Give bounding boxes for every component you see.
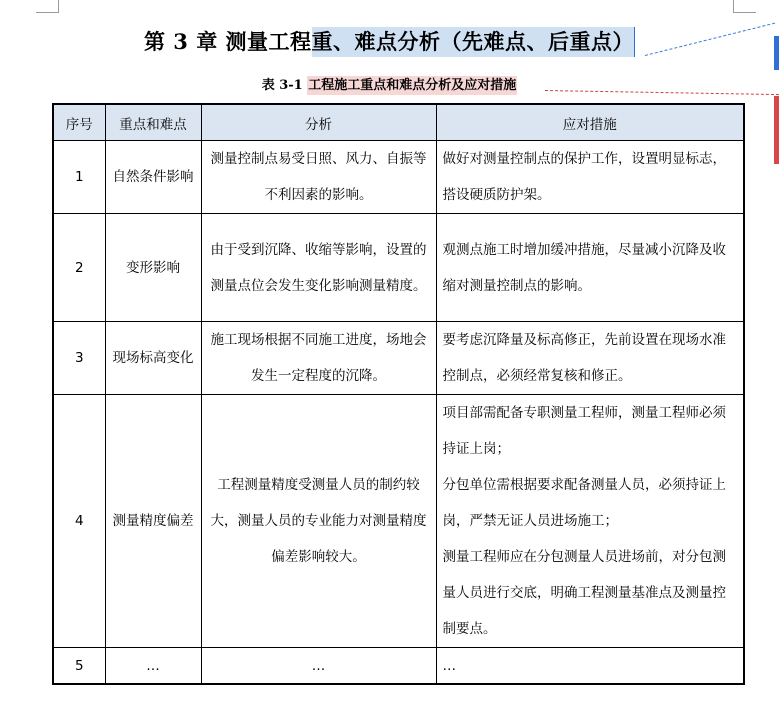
measure-item: 观测点施工时增加缓冲措施，尽量减小沉降及收缩对测量控制点的影响。 bbox=[442, 241, 726, 294]
table-row bbox=[53, 648, 744, 685]
measure-item: 测量工程师应在分包测量人员进场前，对分包测量人员进行交底，明确工程测量基准点及测量控制要点。 bbox=[442, 549, 726, 637]
table-row bbox=[53, 322, 744, 395]
measure-item: 做好对测量控制点的保护工作，设置明显标志，搭设硬质防护架。 bbox=[442, 151, 726, 203]
header-key-points: 重点和难点 bbox=[105, 104, 201, 141]
table-row bbox=[53, 214, 744, 322]
cell-key-point: 自然条件影响 bbox=[105, 141, 201, 214]
table-row bbox=[53, 141, 744, 214]
cell-no: 1 bbox=[53, 141, 105, 214]
cell-measures bbox=[436, 395, 744, 648]
cell-analysis: 工程测量精度受测量人员的制约较大，测量人员的专业能力对测量精度偏差影响较大。 bbox=[201, 395, 436, 648]
cell-analysis: … bbox=[201, 648, 436, 685]
cell-analysis: 施工现场根据不同施工进度，场地会发生一定程度的沉降。 bbox=[201, 322, 436, 395]
cell-measures bbox=[436, 648, 744, 685]
cell-key-point: 变形影响 bbox=[105, 214, 201, 322]
chapter-title-highlight[interactable]: 重、难点分析（先难点、后重点） bbox=[312, 27, 636, 57]
cell-key-point: … bbox=[105, 648, 201, 685]
measure-item: 分包单位需根据要求配备测量人员，必须持证上岗，严禁无证人员进场施工； bbox=[442, 477, 726, 529]
table-row bbox=[53, 395, 744, 648]
measure-item: 项目部需配备专职测量工程师，测量工程师必须持证上岗； bbox=[442, 405, 726, 457]
page-corner-mark-right bbox=[733, 0, 756, 13]
header-no: 序号 bbox=[53, 104, 105, 141]
cell-measures bbox=[436, 141, 744, 214]
cell-no: 3 bbox=[53, 322, 105, 395]
cell-analysis: 测量控制点易受日照、风力、自振等不利因素的影响。 bbox=[201, 141, 436, 214]
cell-measures bbox=[436, 214, 744, 322]
cell-measures bbox=[436, 322, 744, 395]
table-caption-highlight[interactable]: 工程施工重点和难点分析及应对措施 bbox=[308, 78, 517, 93]
table-caption-prefix: 表 3-1 bbox=[261, 78, 308, 93]
chapter-title bbox=[0, 26, 779, 56]
table-caption bbox=[0, 74, 779, 93]
analysis-table bbox=[52, 103, 745, 685]
cell-key-point: 测量精度偏差 bbox=[105, 395, 201, 648]
table-header-row bbox=[53, 104, 744, 141]
revision-marker-red[interactable] bbox=[774, 96, 779, 164]
cell-analysis: 由于受到沉降、收缩等影响，设置的测量点位会发生变化影响测量精度。 bbox=[201, 214, 436, 322]
header-measures: 应对措施 bbox=[436, 104, 744, 141]
page-corner-mark-left bbox=[36, 0, 59, 13]
measure-item: … bbox=[442, 657, 456, 674]
cell-no: 4 bbox=[53, 395, 105, 648]
measure-item: 要考虑沉降量及标高修正，先前设置在现场水准控制点，必须经常复核和修正。 bbox=[442, 332, 726, 384]
cell-no: 2 bbox=[53, 214, 105, 322]
cell-key-point: 现场标高变化 bbox=[105, 322, 201, 395]
header-analysis: 分析 bbox=[201, 104, 436, 141]
cell-no: 5 bbox=[53, 648, 105, 685]
chapter-title-prefix: 第 3 章 测量工程 bbox=[143, 29, 312, 54]
